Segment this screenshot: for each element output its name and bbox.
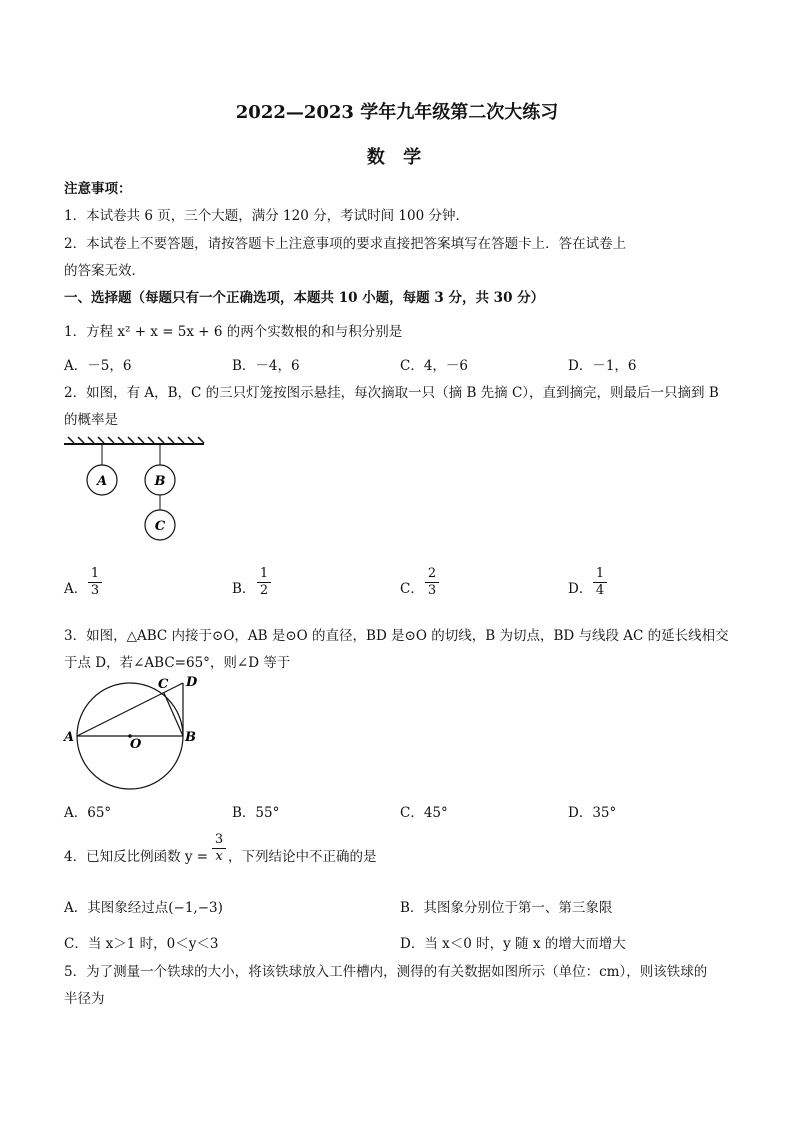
notice-heading: 注意事项： [64,181,132,197]
subject-title: 数 学 [366,147,428,168]
q2-option-d-label: D． [568,581,593,597]
q4-option-d: D．当 x＜0 时，y 随 x 的增大而增大 [400,936,626,952]
lantern-label-a: A [96,474,108,489]
q3-option-c: C．45° [400,805,448,821]
lantern-label-c: C [154,519,166,534]
q2-option-b-label: B． [232,581,256,597]
numerator: 3 [212,832,226,849]
q3-option-d: D．35° [568,805,617,821]
point-c-label: C [158,677,169,692]
question-4-prefix: 4．已知反比例函数 y = [64,849,209,865]
question-5: 5．为了测量一个铁球的大小，将该铁球放入工件槽内，测得的有关数据如图所示（单位：cm），则该铁球的 [64,964,708,980]
point-b-label: B [185,730,196,745]
q2-option-b-fraction [257,566,271,599]
question-4-suffix: ，下列结论中不正确的是 [228,849,377,865]
denominator: 4 [595,583,605,598]
notice-item-2-cont: 的答案无效． [64,263,145,279]
notice-item-2: 2．本试卷上不要答题，请按答题卡上注意事项的要求直接把答案填写在答题卡上．答在试卷上 [64,236,627,252]
q4-fraction [212,832,226,865]
numerator: 2 [425,566,439,583]
q2-option-a-fraction [88,566,102,599]
notice-item-1: 1．本试卷共 6 页，三个大题，满分 120 分，考试时间 100 分钟． [64,208,469,224]
q4-option-a: A．其图象经过点(−1,−3) [64,900,223,916]
question-1: 1．方程 x² + x = 5x + 6 的两个实数根的和与积分别是 [64,324,403,340]
numerator: 1 [88,566,102,583]
q4-option-b: B．其图象分别位于第一、第三象限 [400,900,613,916]
q1-option-d: D．－1，6 [568,358,637,374]
point-o-label: O [130,737,142,752]
denominator: 3 [427,583,437,598]
denominator: 2 [259,583,269,598]
question-3-cont: 于点 D，若∠ABC=65°，则∠D 等于 [64,655,291,671]
q3-option-b: B．55° [232,805,280,821]
q2-option-c-fraction [425,566,439,599]
question-2: 2．如图，有 A，B，C 的三只灯笼按图示悬挂，每次摘取一只（摘 B 先摘 C），直到摘完，则最后一只摘到 B [64,385,719,401]
lantern-figure [62,436,210,546]
q2-option-d-fraction [593,566,607,599]
section-heading: 一、选择题（每题只有一个正确选项，本题共 10 小题，每题 3 分，共 30 分） [64,290,545,306]
lantern-label-b: B [154,474,166,489]
question-3: 3．如图，△ABC 内接于⊙O，AB 是⊙O 的直径，BD 是⊙O 的切线，B 为切点，BD 与线段 AC 的延长线相交 [64,628,729,644]
circle-figure [60,670,220,792]
point-a-label: A [64,730,75,745]
q2-option-c-label: C． [400,581,424,597]
question-5-cont: 半径为 [64,991,105,1007]
q2-option-a-label: A． [64,581,88,597]
point-d-label: D [186,675,198,690]
q3-option-a: A．65° [64,805,112,821]
page-title: 2022—2023 学年九年级第二次大练习 [235,102,559,123]
numerator: 1 [593,566,607,583]
denominator: x [215,849,223,864]
denominator: 3 [90,583,100,598]
q1-option-b: B．－4，6 [232,358,300,374]
question-2-cont: 的概率是 [64,412,118,428]
q1-option-a: A．－5，6 [64,358,132,374]
q1-option-c: C．4，－6 [400,358,469,374]
q4-option-c: C．当 x＞1 时，0＜y＜3 [64,936,219,952]
numerator: 1 [257,566,271,583]
